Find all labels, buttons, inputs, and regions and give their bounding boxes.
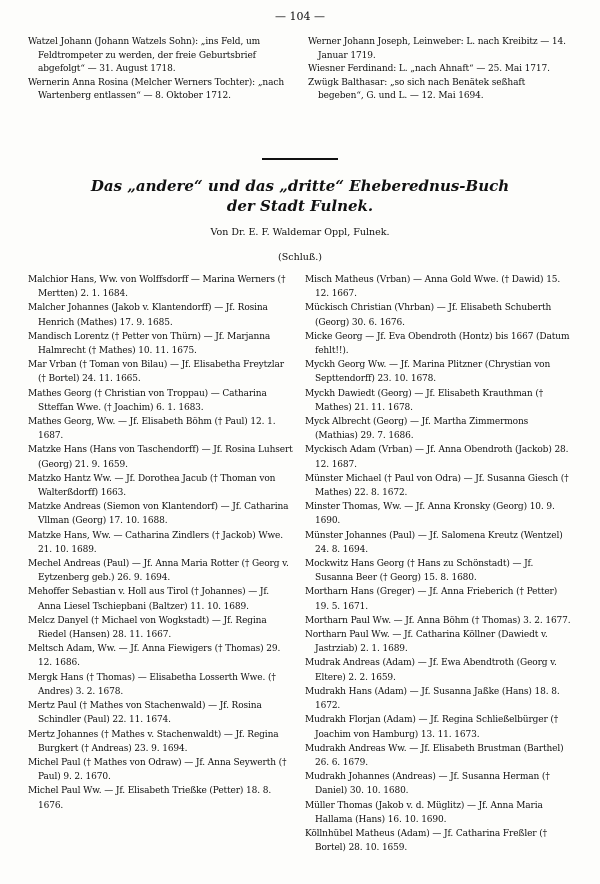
title-line-1: Das „andere“ und das „dritte“ Eheberednus-Buch (90, 177, 510, 195)
entry: Mechel Andreas (Paul) — Jf. Anna Maria Rotter († Georg v. Eytzenberg geb.) 26. 9. 1694. (28, 559, 289, 584)
entry: Mathes Georg († Christian von Troppau) — Catharina Stteffan Wwe. († Joachim) 6. 1. 1683. (28, 388, 267, 413)
entry: Matzke Andreas (Siemon von Klantendorf) — Jf. Catharina Vllman (Georg) 17. 10. 1688. (28, 502, 289, 527)
entry: Mathes Georg, Ww. — Jf. Elisabeth Böhm († Paul) 12. 1. 1687. (28, 417, 276, 442)
entry: Malcher Johannes (Jakob v. Klantendorff) — Jf. Rosina Henrich (Mathes) 17. 9. 1685. (28, 303, 268, 328)
entry: Mudrakh Andreas Ww. — Jf. Elisabeth Brustman (Barthel) 26. 6. 1679. (305, 743, 564, 768)
left-column (28, 273, 294, 813)
entry: Mückisch Christian (Vhrban) — Jf. Elisabeth Schuberth (Georg) 30. 6. 1676. (305, 303, 552, 328)
entry: Watzel Johann (Johann Watzels Sohn): „ins Feld, um Feldtrompeter zu werden, der freie Geburtsbrief abgefolgt“ — 31. August 1718. (28, 37, 261, 74)
entry: Mertz Paul († Mathes von Stachenwald) — Jf. Rosina Schindler (Paul) 22. 11. 1674. (28, 701, 262, 726)
entry: Münster Johannes (Paul) — Jf. Salomena Kreutz (Wentzel) 24. 8. 1694. (305, 530, 563, 555)
entry: Zwügk Balthasar: „so sich nach Benätek seßhaft begeben“, G. und L. — 12. Mai 1694. (308, 77, 526, 101)
author-line: Von Dr. E. F. Waldemar Oppl, Fulnek. (210, 227, 390, 238)
entry: Mudrakh Hans (Adam) — Jf. Susanna Jaßke (Hans) 18. 8. 1672. (305, 686, 560, 712)
article-title (0, 176, 600, 216)
entry: Mar Vrban († Toman von Bilau) — Jf. Elisabetha Freytzlar († Bortel) 24. 11. 1665. (28, 360, 284, 385)
page-number: — 104 — (275, 10, 325, 23)
entry: Mudrakh Florjan (Adam) — Jf. Regina Schließelbürger († Joachim von Hamburg) 13. 11. 1673. (305, 715, 559, 740)
entry: Minster Thomas, Ww. — Jf. Anna Kronsky (Georg) 10. 9. 1690. (305, 502, 555, 527)
entry: Mortharn Paul Ww. — Jf. Anna Böhm († Thomas) 3. 2. 1677. (305, 615, 571, 626)
section-divider (262, 158, 338, 160)
top-left-entries (28, 36, 291, 104)
entry: Misch Matheus (Vrban) — Anna Gold Wwe. († Dawid) 15. 12. 1667. (305, 275, 561, 300)
entry: Münster Michael († Paul von Odra) — Jf. Susanna Giesch († Mathes) 22. 8. 1672. (305, 473, 569, 499)
entry: Matzke Hans, Ww. — Catharina Zindlers († Jackob) Wwe. 21. 10. 1689. (28, 530, 283, 555)
entry: Northarn Paul Ww. — Jf. Catharina Köllner (Dawiedt v. Jastrziab) 2. 1. 1689. (305, 630, 548, 655)
entry: Mehoffer Sebastian v. Holl aus Tirol († Johannes) — Jf. Anna Liesel Tschiepbani (Baltzer) 11. 10. 1689. (28, 587, 269, 612)
entry: Wernerin Anna Rosina (Melcher Werners Tochter): „nach Wartenberg entlassen“ — 8. Oktober 1712. (28, 77, 285, 101)
entry: Matzko Hantz Ww. — Jf. Dorothea Jacub († Thoman von Walterßdorff) 1663. (28, 473, 276, 499)
entry: Mudrakh Johannes (Andreas) — Jf. Susanna Herman († Daniel) 30. 10. 1680. (305, 772, 550, 797)
title-line-2: der Stadt Fulnek. (226, 197, 374, 215)
entry: Mockwitz Hans Georg († Hans zu Schönstadt) — Jf. Susanna Beer († Georg) 15. 8. 1680. (305, 559, 534, 584)
entry: Mortharn Hans (Greger) — Jf. Anna Frieberich († Petter) 19. 5. 1671. (305, 587, 558, 612)
entry: Micke Georg — Jf. Eva Obendroth (Hontz) bis 1667 (Datum fehlt!!). (305, 331, 570, 357)
entry: Michel Paul Ww. — Jf. Elisabeth Trießke (Petter) 18. 8. 1676. (28, 786, 272, 811)
top-right-entries (308, 36, 572, 104)
entry: Meltsch Adam, Ww. — Jf. Anna Fiewigers († Thomas) 29. 12. 1686. (28, 644, 281, 669)
entry: Michel Paul († Mathes von Odraw) — Jf. Anna Seywerth († Paul) 9. 2. 1670. (28, 757, 287, 783)
entry: Müller Thomas (Jakob v. d. Müglitz) — Jf. Anna Maria Hallama (Hans) 16. 10. 1690. (305, 800, 543, 825)
entry: Melcz Danyel († Michael von Wogkstadt) — Jf. Regina Riedel (Hansen) 28. 11. 1667. (28, 615, 267, 641)
entry: Myckh Dawiedt (Georg) — Jf. Elisabeth Krauthman († Mathes) 21. 11. 1678. (305, 388, 544, 413)
entry: Matzke Hans (Hans von Taschendorff) — Jf. Rosina Luhsert (Georg) 21. 9. 1659. (28, 445, 293, 470)
entry: Myckh Georg Ww. — Jf. Marina Plitzner (Chrystian von Septtendorff) 23. 10. 1678. (305, 360, 551, 385)
entry: Mandisch Lorentz († Petter von Thürn) — Jf. Marjanna Halmrecht († Mathes) 10. 11. 1675. (28, 331, 271, 357)
right-column (305, 273, 571, 855)
entry: Köllnhübel Matheus (Adam) — Jf. Catharina Freßler († Bortel) 28. 10. 1659. (305, 828, 547, 854)
entry: Mertz Johannes († Mathes v. Stachenwaldt) — Jf. Regina Burgkert († Andreas) 23. 9. 1694. (28, 729, 279, 754)
continuation-note: (Schluß.) (278, 252, 322, 263)
entry: Myck Albrecht (Georg) — Jf. Martha Zimmermons (Mathias) 29. 7. 1686. (305, 417, 529, 442)
entry: Mudrak Andreas (Adam) — Jf. Ewa Abendtroth (Georg v. Eltere) 2. 2. 1659. (305, 658, 557, 683)
entry: Wiesner Ferdinand: L. „nach Ahnaft“ — 25. Mai 1717. (308, 64, 550, 74)
entry: Myckisch Adam (Vrban) — Jf. Anna Obendroth (Jackob) 28. 12. 1687. (305, 445, 569, 470)
entry: Malchior Hans, Ww. von Wolffsdorff — Marina Werners († Mertten) 2. 1. 1684. (28, 275, 286, 300)
entry: Mergk Hans († Thomas) — Elisabetha Losserth Wwe. († Andres) 3. 2. 1678. (28, 672, 276, 697)
entry: Werner Johann Joseph, Leinweber: L. nach Kreibitz — 14. Januar 1719. (308, 37, 566, 61)
